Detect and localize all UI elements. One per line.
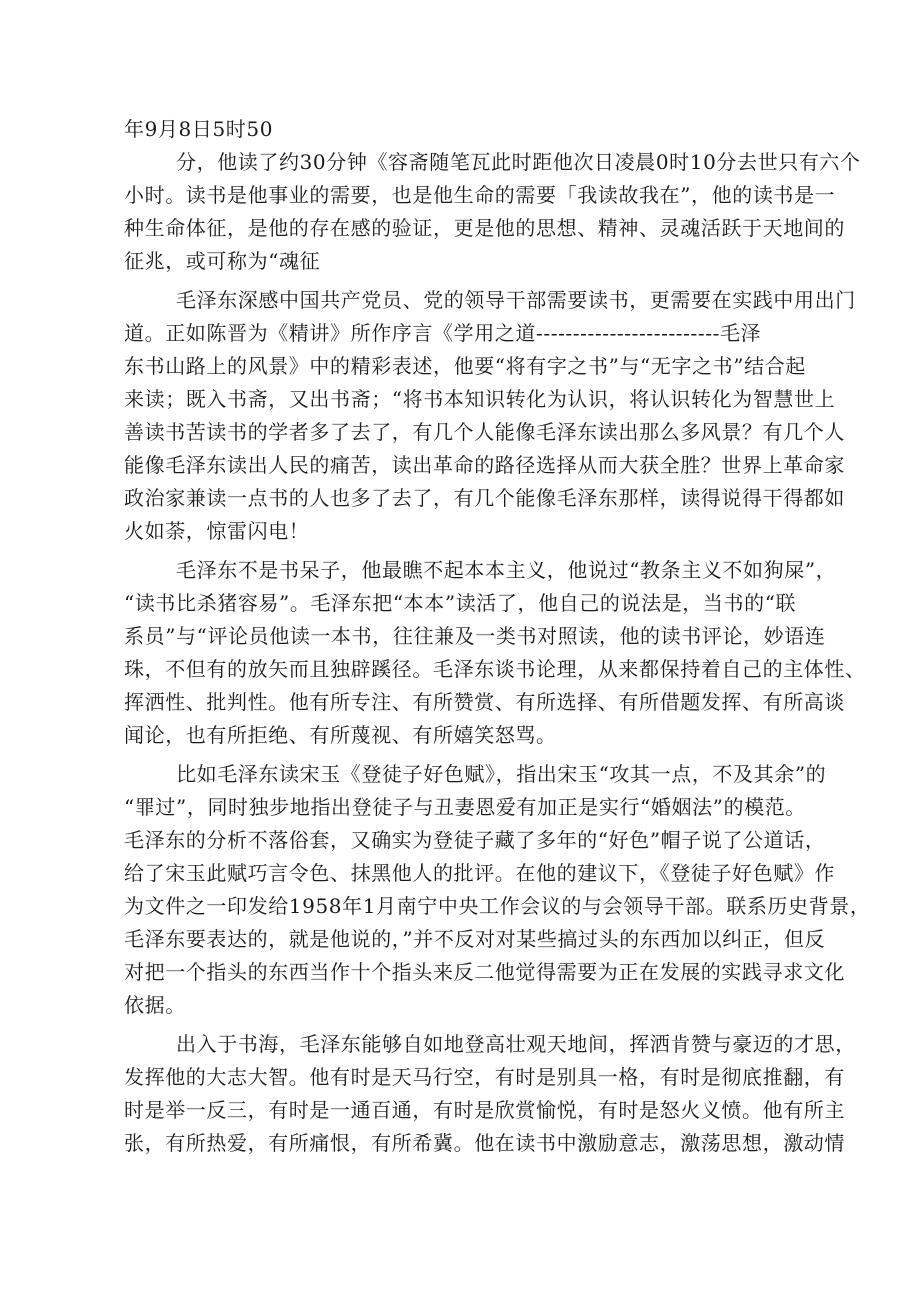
text-line: 发挥他的大志大智。他有时是天马行空，有时是别具一格，有时是彻底推翻，有	[124, 1065, 845, 1089]
text-line: 东书山路上的风景》中的精彩表述，他要“将有字之书”与“无字之书”结合起	[124, 354, 806, 378]
heading-line: 年9月8日5时50	[124, 117, 274, 141]
text-line: 珠，不但有的放矢而且独辟蹊径。毛泽东谈书论理，从来都保持着自己的主体性、	[124, 657, 866, 681]
text-line: 为文件之一印发给1958年1月南宁中央工作会议的与会领导干部。联系历史背景，	[124, 894, 871, 918]
text-line: 挥洒性、批判性。他有所专注、有所赞赏、有所选择、有所借题发挥、有所高谈	[124, 690, 845, 714]
text-line: 毛泽东深感中国共产党员、党的领导干部需要读书，更需要在实践中用出门	[176, 288, 856, 312]
text-line: 毛泽东要表达的，就是他说的，”并不反对对某些搞过头的东西加以纠正，但反	[124, 927, 826, 951]
paragraph-5	[124, 1028, 856, 1160]
text-line: 道。正如陈晋为《精讲》所作序言《学用之道-------------------------毛泽	[124, 321, 762, 345]
text-line: 给了宋玉此赋巧言令色、抹黑他人的批评。在他的建议下，《登徒子好色赋》作	[124, 861, 835, 885]
text-line: 小时。读书是他事业的需要，也是他生命的需要「我读故我在”，他的读书是一	[124, 183, 836, 207]
text-line: “读书比杀猪容易”。毛泽东把“本本”读活了，他自己的说法是，当书的“联	[124, 591, 797, 615]
text-line: 依据。	[124, 993, 186, 1017]
text-line: 比如毛泽东读宋玉《登徒子好色赋》，指出宋玉“攻其一点，不及其余”的	[176, 762, 827, 786]
text-line: “罪过”，同时独步地指出登徒子与丑妻恩爱有加正是实行“婚姻法”的模范。	[124, 795, 806, 819]
paragraph-2	[124, 284, 856, 548]
text-line: 来读；既入书斋，又出书斋；“将书本知识转化为认识，将认识转化为智慧世上	[124, 387, 836, 411]
text-line: 征兆，或可称为“魂征	[124, 249, 321, 273]
text-line: 时是举一反三，有时是一通百通，有时是欣赏愉悦，有时是怒火义愤。他有所主	[124, 1098, 845, 1122]
document-body	[124, 113, 871, 1160]
paragraph-1	[124, 146, 861, 278]
text-line: 能像毛泽东读出人民的痛苦，读出革命的路径选择从而大获全胜？世界上革命家	[124, 453, 845, 477]
text-line: 系员”与“评论员他读一本书，往往兼及一类书对照读，他的读书评论，妙语连	[124, 624, 826, 648]
paragraph-4	[124, 758, 871, 1022]
text-line: 善读书苦读书的学者多了去了，有几个人能像毛泽东读出那么多风景？有几个人	[124, 420, 845, 444]
paragraph-3	[124, 554, 866, 752]
text-line: 火如荼，惊雷闪电！	[124, 519, 310, 543]
text-line: 出入于书海，毛泽东能够自如地登高壮观天地间，挥洒肯赞与豪迈的才思，	[176, 1032, 856, 1056]
text-line: 政治家兼读一点书的人也多了去了，有几个能像毛泽东那样，读得说得干得都如	[124, 486, 845, 510]
text-line: 闻论，也有所拒绝、有所蔑视、有所嬉笑怒骂。	[124, 723, 557, 747]
text-line: 毛泽东的分析不落俗套，又确实为登徒子藏了多年的“好色”帽子说了公道话，	[124, 828, 826, 852]
text-line: 张，有所热爱，有所痛恨，有所希冀。他在读书中激励意志，激荡思想，激动情	[124, 1131, 845, 1155]
text-line: 分，他读了约30分钟《容斋随笔瓦此时距他次日凌晨0时10分去世只有六个	[176, 150, 861, 174]
text-line: 种生命体征，是他的存在感的验证，更是他的思想、精神、灵魂活跃于天地间的	[124, 216, 845, 240]
text-line: 对把一个指头的东西当作十个指头来反二他觉得需要为正在发展的实践寻求文化	[124, 960, 845, 984]
text-line: 毛泽东不是书呆子，他最瞧不起本本主义，他说过“教条主义不如狗屎”，	[176, 558, 837, 582]
